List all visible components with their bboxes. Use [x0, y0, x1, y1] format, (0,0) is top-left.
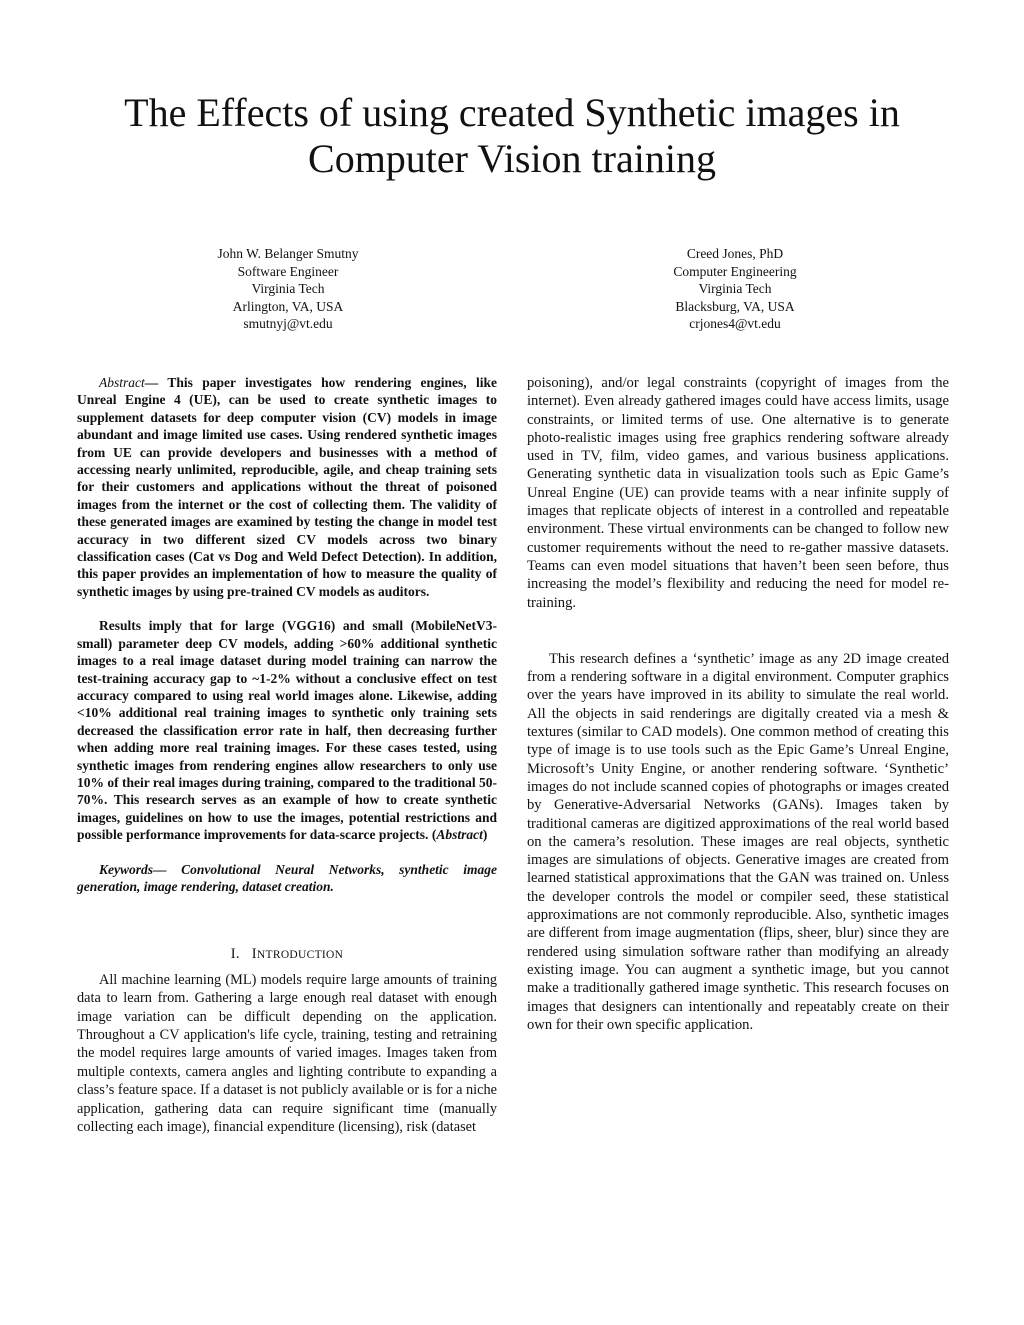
- abstract-end-close: ): [482, 827, 488, 843]
- abstract-results-text: Results imply that for large (VGG16) and small (MobileNetV3-small) parameter deep CV models, adding >60% additional synthetic images to a real image dataset during model training can narrow the test-training accuracy gap to ~1-2% without a conclusive effect on test accuracy compared to using real world images alone. Likewise, adding <10% additional real training images to synthetic only training sets decreased the classification error rate in half, then decreasing further when adding more real training images. For these cases tested, using synthetic images from rendering engines allow researchers to only use 10% of their real images during training, compared to the traditional 50-70%. This research serves as an example of how to create synthetic images, guidelines on how to use the images, potential restrictions and possible performance improvements for data-scarce projects.: [77, 618, 497, 843]
- abstract-end-open: (: [428, 827, 437, 843]
- section-title-initial: I: [251, 946, 257, 963]
- right-column: [527, 374, 949, 1034]
- author-name: John W. Belanger Smutny: [217, 246, 359, 261]
- section-title-rest: NTRODUCTION: [256, 949, 344, 962]
- author-email[interactable]: smutnyj@vt.edu: [243, 316, 333, 332]
- author-block: [575, 245, 895, 333]
- author-email[interactable]: crjones4@vt.edu: [689, 316, 781, 332]
- section-heading: [77, 945, 497, 964]
- keywords: [77, 861, 497, 896]
- author-institution: Virginia Tech: [251, 281, 325, 297]
- author-block: [128, 245, 448, 333]
- intro-paragraph: All machine learning (ML) models require large amounts of training data to learn from. Gathering a large enough real dataset with enough image variation can be difficult depending on the application. Throughout a CV application's life cycle, training, testing and retraining the model requires large amounts of varied images. Images taken from multiple contexts, camera angles and lighting contribute to expanding a class’s feature space. If a dataset is not publicly available or is for a niche application, gathering data can require significant time (manually collecting each image), financial expenditure (licensing), risk (dataset: [77, 971, 497, 1136]
- paper-title: The Effects of using created Synthetic images in Computer Vision training: [124, 90, 900, 181]
- abstract-results-paragraph: [77, 617, 497, 843]
- synthetic-definition-paragraph: This research defines a ‘synthetic’ image as any 2D image created from a rendering software in a digital environment. Computer graphics over the years have improved in its ability to simulate the real world. All the objects in said renderings are digitally created via a mesh & textures (similar to CAD models). One common method of creating this type of image is to use tools such as the Epic Game’s Unreal Engine, Microsoft’s Unity Engine, or another rendering software. ‘Synthetic’ images do not include scanned copies of photographs or images created by Generative-Adversarial Networks (GANs). Images taken by traditional cameras are digitized approximations of the real world based on the camera’s resolution. These images are real objects, synthetic images are simulations of objects. Generative images are created from learned statistical approximations that the GAN was trained on. Unless the developer controls the model or compiler seed, these statistical approximations are not commonly reproducible. Also, synthetic images are different from image augmentation (flips, sheer, blur) since they are rendered using simulation software rather than modifying an already existing image. You can augment a synthetic image, but you cannot make a traditionally gathered image synthetic. This research focuses on images that designers can intentionally and repeatably create on their own for their own specific application.: [527, 650, 949, 1033]
- author-location: Blacksburg, VA, USA: [675, 298, 795, 314]
- abstract-dash: —: [144, 375, 168, 390]
- keywords-text: Convolutional Neural Networks, synthetic image generation, image rendering, dataset creation.: [77, 861, 497, 894]
- abstract-label: Abstract: [99, 375, 145, 390]
- abstract-end-label: Abstract: [436, 827, 483, 843]
- author-institution: Virginia Tech: [698, 281, 772, 297]
- intro-paragraph-continued: poisoning), and/or legal constraints (copyright of images from the internet). Even already gathered images could have access limits, usage constraints, or limited terms of use. One alternative is to generate photo-realistic images using free graphics rendering software already used in TV, film, video games, and various business applications. Generating synthetic data in visualization tools such as Epic Game’s Unreal Engine (UE) can provide teams with a near infinite supply of images that replicate objects of interest in a controlled and repeatable environment. These virtual environments can be changed to follow new customer requirements without the need to re-gather massive datasets. Teams can even model situations that haven’t been seen before, thus increasing the model’s flexibility and reducing the need for model re-training.: [527, 375, 949, 611]
- author-role: Computer Engineering: [673, 263, 797, 279]
- author-name: Creed Jones, PhD: [686, 246, 784, 261]
- abstract: [77, 374, 497, 844]
- abstract-paragraph: [77, 374, 497, 600]
- abstract-text: This paper investigates how rendering engines, like Unreal Engine 4 (UE), can be used to create synthetic images to supplement datasets for deep computer vision (CV) models in image abundant and image limited use cases. Using rendered synthetic images from UE can provide developers and businesses with a method of accessing nearly unlimited, reproducible, agile, and cheap training sets for their customers and applications without the threat of poisoned images from the internet or the cost of collecting them. The validity of these generated images are examined by testing the change in model test accuracy in two different sized CV models across two binary classification cases (Cat vs Dog and Weld Defect Detection). In addition, this paper provides an implementation of how to measure the quality of synthetic images by using pre-trained CV models as auditors.: [77, 375, 497, 599]
- section-number: I.: [230, 946, 240, 963]
- author-role: Software Engineer: [237, 263, 339, 279]
- left-column: [77, 374, 497, 1136]
- author-location: Arlington, VA, USA: [232, 298, 344, 314]
- keywords-label: Keywords—: [99, 861, 167, 877]
